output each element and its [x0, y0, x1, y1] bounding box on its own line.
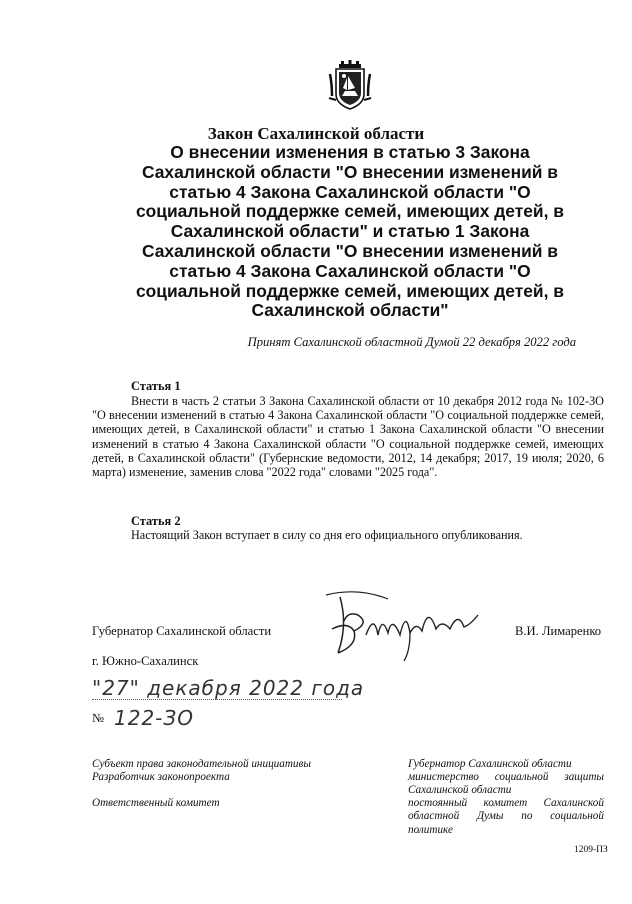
title-line: Сахалинской области "О внесении изменений в	[141, 240, 558, 261]
coat-of-arms-icon	[328, 60, 372, 110]
title-line: статью 4 Закона Сахалинской области "О	[169, 260, 531, 281]
initiative-label: Субъект права законодательной инициативы	[92, 758, 311, 770]
committee-value: постоянный комитет Сахалинской областной Думы по социальной политике	[408, 797, 604, 836]
signature-handwritten	[318, 585, 488, 665]
law-name: Закон Сахалинской области	[207, 124, 425, 143]
article-1-text: Внести в часть 2 статьи 3 Закона Сахалинской области от 10 декабря 2012 года № 102-ЗО "О внесении изменений в статью 4 Закона Сахалинской области "О социальной поддержке семей, имеющих детей, в Сахалинской области" и статью 1 Закона Сахалинской области "О внесении изменений в статью 4 Закона Сахалинской области "О социальной поддержке семей, имеющих детей, в Сахалинской области" (Губернские ведомости, 2012, 14 декабря; 2017, 19 июля; 2020, 6 марта) изменение, заменив слова "2022 года" словами "2025 года".	[92, 394, 604, 480]
article-1-heading: Статья 1	[131, 379, 181, 393]
title-line: социальной поддержке семей, имеющих детей, в	[136, 201, 564, 222]
article-2-text: Настоящий Закон вступает в силу со дня его официального опубликования.	[131, 528, 523, 542]
document-code: 1209-ПЗ	[574, 845, 608, 855]
developer-value: министерство социальной защиты Сахалинской области	[408, 771, 604, 797]
adoption-note: Принят Сахалинской областной Думой 22 декабря 2022 года	[247, 335, 576, 349]
governor-position: Губернатор Сахалинской области	[92, 624, 272, 638]
title-line: О внесении изменения в статью 3 Закона	[170, 142, 530, 162]
title-line: Сахалинской области "О внесении изменений в	[141, 161, 558, 182]
initiative-value: Губернатор Сахалинской области	[408, 758, 572, 770]
number-label: №	[92, 711, 105, 725]
date-underline	[92, 699, 342, 700]
title-line: Сахалинской области"	[251, 300, 449, 321]
article-2-heading: Статья 2	[131, 514, 181, 528]
title-line: социальной поддержке семей, имеющих детей, в	[136, 280, 564, 301]
governor-name: В.И. Лимаренко	[515, 624, 602, 638]
law-title	[90, 143, 610, 321]
committee-label: Ответственный комитет	[92, 797, 220, 809]
developer-label: Разработчик законопроекта	[92, 771, 230, 783]
title-line: статью 4 Закона Сахалинской области "О	[169, 181, 531, 202]
city: г. Южно-Сахалинск	[92, 654, 199, 668]
title-line: Сахалинской области" и статью 1 Закона	[170, 221, 530, 242]
handwritten-number: 122-ЗО	[114, 706, 194, 730]
handwritten-date: "27" декабря 2022 года	[92, 676, 365, 700]
